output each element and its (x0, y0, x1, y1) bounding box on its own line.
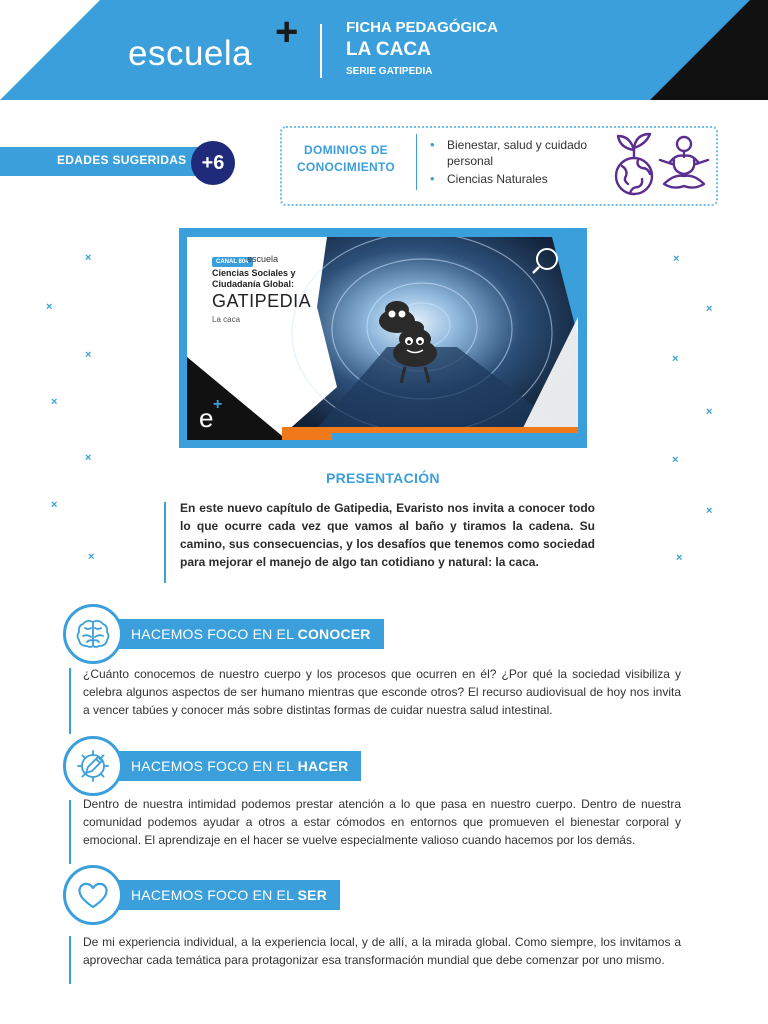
document-title: LA CACA (346, 39, 431, 60)
focus-heading-prefix: HACEMOS FOCO EN EL (131, 758, 298, 774)
channel-name: escuela (247, 254, 279, 264)
focus-heading-conocer (116, 619, 384, 649)
focus-heading-prefix: HACEMOS FOCO EN EL (131, 626, 298, 642)
domain-item: • Bienestar, salud y cuidado personal (430, 137, 615, 169)
decor-cross: × (51, 396, 58, 408)
video-program-title: GATIPEDIA (212, 291, 312, 311)
focus-heading-prefix: HACEMOS FOCO EN EL (131, 887, 298, 903)
decor-cross: × (85, 252, 92, 264)
decor-cross: × (85, 452, 92, 464)
domains-divider (416, 134, 417, 190)
page-header (0, 0, 768, 100)
decor-cross: × (676, 552, 683, 564)
video-thumbnail[interactable] (179, 228, 587, 448)
focus-text-ser: De mi experiencia individual, a la experiencia local, y de allí, a la mirada global. Como siempre, los invitamos a aprovechar cada temática para protagonizar esa transformación mundial que debe comenzar por uno mismo. (83, 935, 681, 967)
focus-rule (69, 936, 71, 984)
header-divider (320, 24, 322, 78)
presentation-text: En este nuevo capítulo de Gatipedia, Evaristo nos invita a conocer todo lo que ocurre cada vez que vamos al baño y tiramos la cadena. Su camino, sus consecuencias, y los desafíos que tenemos como sociedad para mejorar el manejo de algo tan cotidiano y natural: la caca. (180, 501, 595, 569)
focus-heading-keyword: HACER (297, 758, 349, 774)
ages-badge: +6 (191, 141, 235, 185)
brand-logo-text: escuela (128, 34, 253, 73)
decor-cross: × (672, 353, 679, 365)
presentation-rule (164, 502, 166, 583)
focus-icon-circle (63, 736, 123, 796)
decor-cross: × (706, 303, 713, 315)
video-subject: Ciencias Sociales y Ciudadanía Global: (212, 268, 296, 289)
brand-mark-plus: + (213, 396, 223, 413)
channel-badge: CANAL 804 (212, 257, 253, 267)
earth-plant-icon (616, 134, 652, 194)
focus-heading-keyword: CONOCER (297, 626, 371, 642)
domain-item: • Ciencias Naturales (430, 171, 615, 187)
decor-cross: × (672, 454, 679, 466)
decor-cross: × (673, 253, 680, 265)
focus-rule (69, 800, 71, 864)
domains-list (430, 137, 615, 189)
series-label: SERIE GATIPEDIA (346, 66, 433, 77)
presentation-heading: PRESENTACIÓN (326, 470, 440, 486)
meditation-icon (660, 137, 708, 188)
brain-icon (75, 616, 111, 652)
brand-logo-plus: + (275, 10, 299, 54)
decor-cross: × (51, 499, 58, 511)
video-episode-title: La caca (212, 315, 241, 324)
decor-cross: × (88, 551, 95, 563)
video-frame (187, 237, 578, 440)
focus-icon-circle (63, 865, 123, 925)
document-type-label: FICHA PEDAGÓGICA (346, 19, 498, 36)
focus-rule (69, 668, 71, 734)
gear-pencil-icon (75, 748, 111, 784)
decor-cross: × (46, 301, 53, 313)
focus-heading-keyword: SER (297, 887, 328, 903)
focus-text-hacer: Dentro de nuestra intimidad podemos prestar atención a lo que pasa en nuestro cuerpo. Dentro de nuestra comunidad podemos ayudar a otros a estar cómodos en entornos que promueven el bienestar corporal y emocional. El aprendizaje en el hacer se vuelve especialmente valioso cuando hacemos por los demás. (83, 797, 681, 847)
domains-title: DOMINIOS DE CONOCIMIENTO (296, 143, 396, 174)
decor-cross: × (706, 406, 713, 418)
focus-icon-circle (63, 604, 123, 664)
brand-mark-e: e (199, 403, 214, 433)
focus-text-conocer: ¿Cuánto conocemos de nuestro cuerpo y los procesos que ocurren en él? ¿Por qué la sociedad visibiliza y celebra algunos aspectos de ser humano mientras que esconde otros? El recurso audiovisual de hoy nos invita a vencer tabúes y conocer más sobre distintas formas de cuidar nuestra salud intestinal. (83, 667, 681, 717)
heart-icon (75, 877, 111, 913)
decor-cross: × (706, 505, 713, 517)
ages-label: EDADES SUGERIDAS (57, 153, 187, 167)
focus-heading-ser (116, 880, 340, 910)
focus-heading-hacer (116, 751, 361, 781)
decor-cross: × (85, 349, 92, 361)
domains-icons (608, 132, 716, 198)
